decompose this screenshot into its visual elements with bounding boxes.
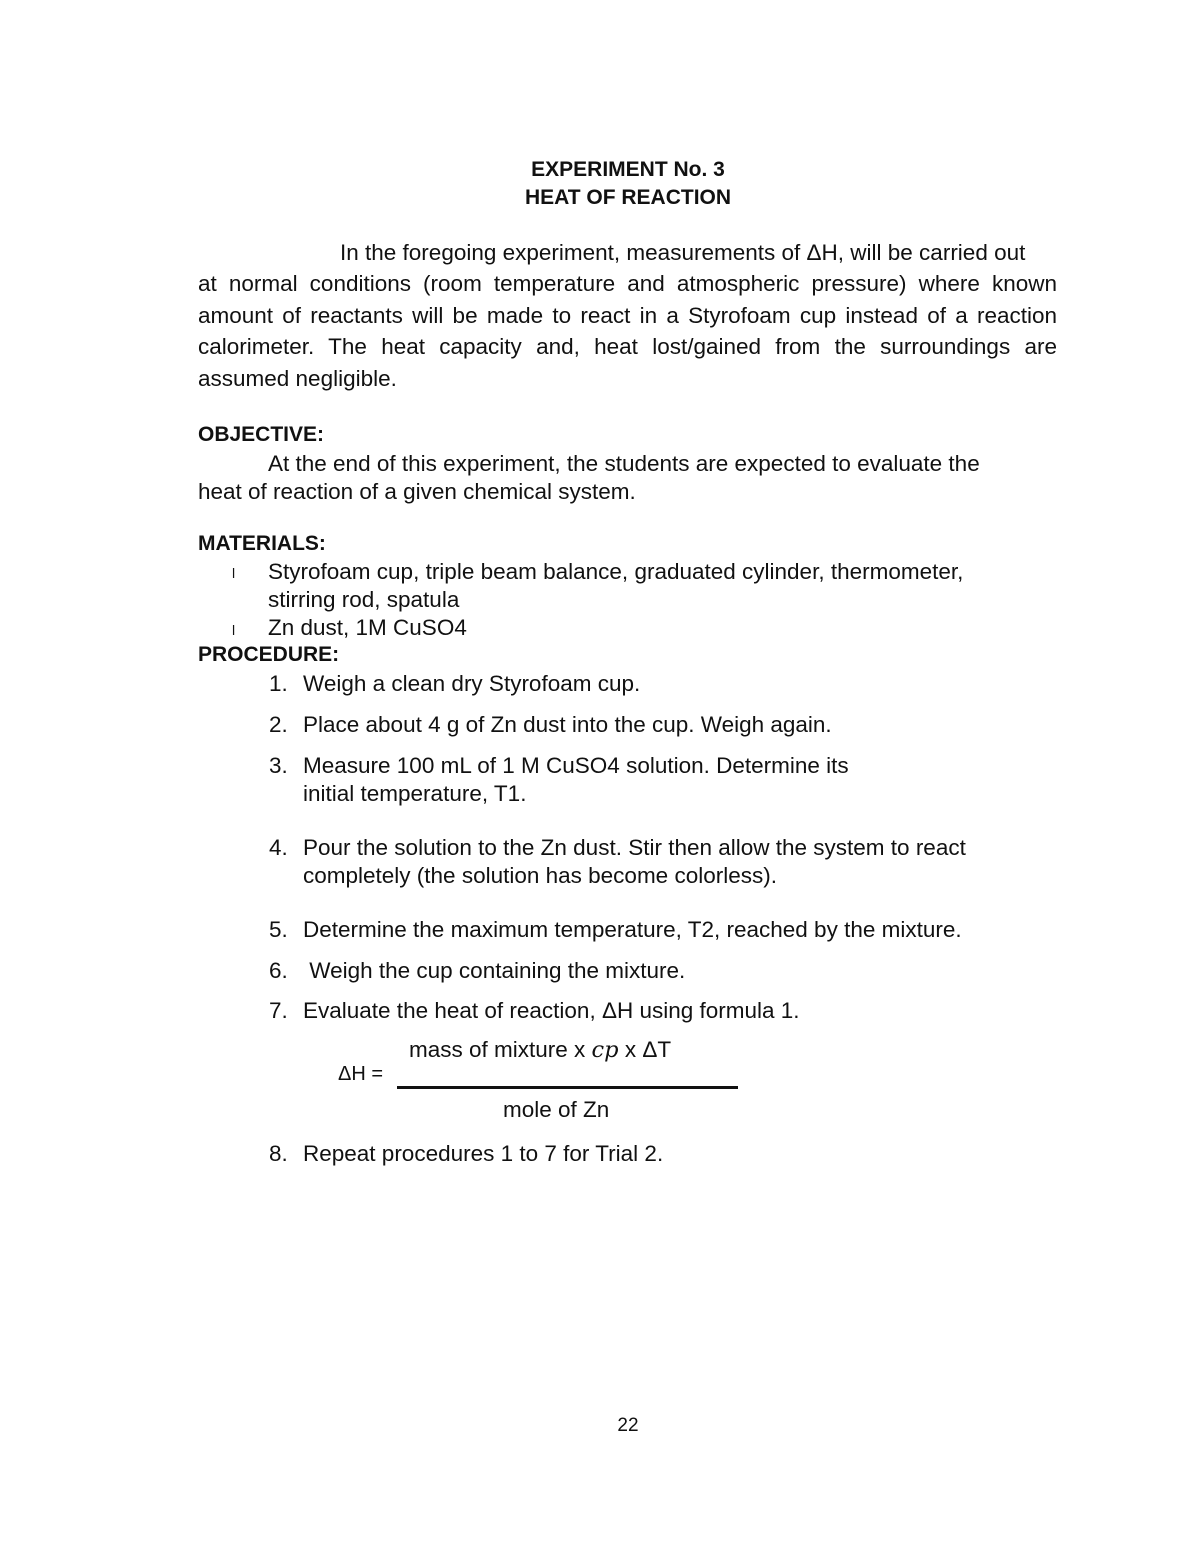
materials-item-1: Styrofoam cup, triple beam balance, graduated cylinder, thermometer, bbox=[268, 559, 964, 584]
fraction-bar bbox=[397, 1086, 738, 1089]
step-4: Pour the solution to the Zn dust. Stir then allow the system to react bbox=[303, 835, 966, 860]
step-number: 5. bbox=[269, 917, 288, 942]
step-8: Repeat procedures 1 to 7 for Trial 2. bbox=[303, 1141, 664, 1166]
intro-line-2: at normal conditions (room temperature and atmospheric pressure) where known bbox=[198, 271, 1057, 296]
step-3: Measure 100 mL of 1 M CuSO4 solution. Determine its bbox=[303, 753, 849, 778]
intro-line-4: calorimeter. The heat capacity and, heat lost/gained from the surroundings are bbox=[198, 334, 1057, 359]
step-5: Determine the maximum temperature, T2, reached by the mixture. bbox=[303, 917, 962, 942]
intro-line-1: In the foregoing experiment, measurements of ΔH, will be carried out bbox=[340, 240, 1026, 265]
formula-numerator-tail: x ΔT bbox=[618, 1037, 672, 1062]
objective-heading: OBJECTIVE: bbox=[198, 423, 325, 446]
step-number: 8. bbox=[269, 1141, 288, 1166]
step-number: 6. bbox=[269, 958, 288, 983]
step-number: 2. bbox=[269, 712, 288, 737]
step-number: 1. bbox=[269, 671, 288, 696]
cp-symbol: cp bbox=[591, 1037, 619, 1063]
step-4-cont: completely (the solution has become colorless). bbox=[303, 863, 777, 888]
formula-lhs: ΔH = bbox=[338, 1063, 384, 1085]
formula-numerator-text: mass of mixture x bbox=[409, 1037, 592, 1062]
formula-denominator: mole of Zn bbox=[503, 1097, 610, 1122]
intro-line-3: amount of reactants will be made to react in a Styrofoam cup instead of a reaction bbox=[198, 303, 1057, 328]
step-1: Weigh a clean dry Styrofoam cup. bbox=[303, 671, 641, 696]
formula-numerator bbox=[409, 1037, 671, 1063]
materials-heading: MATERIALS: bbox=[198, 532, 326, 555]
step-3-cont: initial temperature, T1. bbox=[303, 781, 527, 806]
page-title: HEAT OF REACTION bbox=[524, 186, 732, 209]
step-7: Evaluate the heat of reaction, ΔH using formula 1. bbox=[303, 998, 800, 1023]
materials-item-2: Zn dust, 1M CuSO4 bbox=[268, 615, 467, 640]
step-2: Place about 4 g of Zn dust into the cup. Weigh again. bbox=[303, 712, 832, 737]
step-6: Weigh the cup containing the mixture. bbox=[303, 958, 686, 983]
step-number: 4. bbox=[269, 835, 288, 860]
bullet-icon: l bbox=[232, 622, 236, 638]
materials-item-1-cont: stirring rod, spatula bbox=[268, 587, 460, 612]
experiment-number: EXPERIMENT No. 3 bbox=[531, 158, 725, 181]
bullet-icon: l bbox=[232, 565, 236, 581]
procedure-heading: PROCEDURE: bbox=[198, 643, 340, 666]
intro-line-5: assumed negligible. bbox=[198, 366, 397, 391]
step-number: 7. bbox=[269, 998, 288, 1023]
step-number: 3. bbox=[269, 753, 288, 778]
page-number: 22 bbox=[617, 1415, 639, 1436]
objective-line-1: At the end of this experiment, the students are expected to evaluate the bbox=[268, 451, 980, 476]
objective-line-2: heat of reaction of a given chemical system. bbox=[198, 479, 636, 504]
